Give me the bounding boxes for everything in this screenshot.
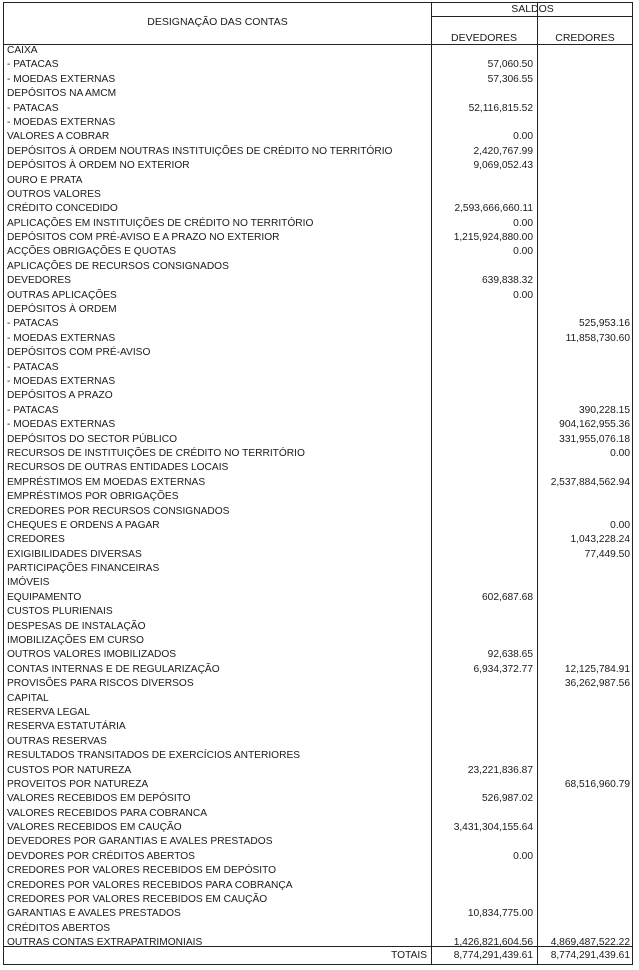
account-rows (4, 44, 632, 951)
credores-value: 1,043,228.24 (570, 534, 630, 546)
account-name: DEPÓSITOS COM PRÉ-AVISO (7, 347, 151, 359)
table-row (4, 893, 632, 907)
account-name: DEVEDORES POR GARANTIAS E AVALES PRESTADOS (7, 836, 273, 848)
table-row (4, 461, 632, 475)
table-row (4, 533, 632, 547)
table-row (4, 519, 632, 533)
devedores-value: 2,593,666,660.11 (454, 203, 533, 215)
table-row (4, 764, 632, 778)
table-row (4, 505, 632, 519)
saldos-divider (431, 16, 632, 17)
account-name: CRÉDITO CONCEDIDO (7, 203, 118, 215)
table-row (4, 317, 632, 331)
table-row (4, 591, 632, 605)
table-row (4, 634, 632, 648)
table-row (4, 58, 632, 72)
account-name: APLICAÇÕES EM INSTITUIÇÕES DE CRÉDITO NO TERRITÓRIO (7, 217, 314, 229)
table-row (4, 231, 632, 245)
table-row (4, 735, 632, 749)
credores-value: 390,228.15 (579, 404, 630, 416)
credores-value: 11,858,730.60 (565, 332, 630, 344)
table-row (4, 145, 632, 159)
credores-value: 77,449.50 (584, 548, 630, 560)
table-row (4, 130, 632, 144)
account-name: - PATACAS (7, 102, 59, 114)
account-name: - MOEDAS EXTERNAS (7, 116, 116, 128)
account-name: DEPÓSITOS NA AMCM (7, 88, 117, 100)
table-row (4, 260, 632, 274)
credores-value: 0.00 (610, 519, 630, 531)
account-name: DEVEDORES (7, 275, 71, 287)
table-row (4, 706, 632, 720)
table-row (4, 562, 632, 576)
account-name: - PATACAS (7, 361, 59, 373)
table-row (4, 490, 632, 504)
devedores-value: 2,420,767.99 (473, 145, 533, 157)
totals-row (4, 946, 632, 965)
devedores-value: 0.00 (513, 131, 533, 143)
account-name: DEPÓSITOS COM PRÉ-AVISO E A PRAZO NO EXTERIOR (7, 232, 280, 244)
account-name: CREDORES POR RECURSOS CONSIGNADOS (7, 505, 230, 517)
account-name: DEPÓSITOS À ORDEM (7, 304, 117, 316)
table-row (4, 778, 632, 792)
account-name: CAPITAL (7, 692, 49, 704)
table-row (4, 605, 632, 619)
account-name: CREDORES POR VALORES RECEBIDOS EM DEPÓSITO (7, 865, 277, 877)
totals-credores: 8,774,291,439.61 (550, 950, 630, 961)
account-name: OUTRAS RESERVAS (7, 735, 107, 747)
table-row (4, 864, 632, 878)
account-name: - MOEDAS EXTERNAS (7, 419, 116, 431)
table-row (4, 663, 632, 677)
devedores-value: 0.00 (513, 217, 533, 229)
devedores-value: 23,221,836.87 (467, 764, 533, 776)
account-name: DEVDORES POR CRÉDITOS ABERTOS (7, 850, 195, 862)
account-name: GARANTIAS E AVALES PRESTADOS (7, 908, 181, 920)
credores-value: 36,262,987.56 (564, 678, 630, 690)
devedores-value: 10,834,775.00 (467, 908, 533, 920)
table-row (4, 447, 632, 461)
account-name: IMOBILIZAÇÕES EM CURSO (7, 635, 144, 647)
table-row (4, 188, 632, 202)
credores-value: 2,537,884,562.94 (550, 476, 630, 488)
account-name: CUSTOS PLURIENAIS (7, 606, 113, 618)
table-row (4, 245, 632, 259)
table-row (4, 692, 632, 706)
table-row (4, 850, 632, 864)
account-name: OUTROS VALORES IMOBILIZADOS (7, 649, 177, 661)
totals-devedores: 8,774,291,439.61 (453, 950, 533, 961)
table-row (4, 102, 632, 116)
account-name: RECURSOS DE OUTRAS ENTIDADES LOCAIS (7, 462, 229, 474)
table-row (4, 202, 632, 216)
account-name: DEPÓSITOS À ORDEM NOUTRAS INSTITUIÇÕES DE CRÉDITO NO TERRITÓRIO (7, 145, 393, 157)
table-row (4, 332, 632, 346)
table-row (4, 749, 632, 763)
account-name: EXIGIBILIDADES DIVERSAS (7, 548, 142, 560)
account-name: DEPÓSITOS A PRAZO (7, 390, 113, 402)
account-name: PARTICIPAÇÕES FINANCEIRAS (7, 563, 160, 575)
totals-label: TOTAIS (391, 950, 427, 961)
devedores-value: 639,838.32 (482, 275, 533, 287)
account-name: - PATACAS (7, 59, 59, 71)
devedores-value: 0.00 (513, 246, 533, 258)
devedores-value: 602,687.68 (482, 591, 533, 603)
table-row (4, 116, 632, 130)
account-name: OURO E PRATA (7, 174, 83, 186)
table-row (4, 73, 632, 87)
credores-value: 331,955,076.18 (559, 433, 630, 445)
table-row (4, 907, 632, 921)
table-row (4, 418, 632, 432)
designation-header: DESIGNAÇÃO DAS CONTAS (147, 16, 288, 28)
table-row (4, 274, 632, 288)
table-row (4, 361, 632, 375)
credores-value: 0.00 (610, 447, 630, 459)
table-row (4, 44, 632, 58)
table-row (4, 159, 632, 173)
devedores-value: 0.00 (513, 289, 533, 301)
table-row (4, 174, 632, 188)
account-name: RESERVA ESTATUTÁRIA (7, 721, 126, 733)
devedores-value: 57,306.55 (487, 73, 533, 85)
devedores-value: 6,934,372.77 (473, 663, 533, 675)
table-row (4, 548, 632, 562)
account-name: CONTAS INTERNAS E DE REGULARIZAÇÃO (7, 663, 220, 675)
table-row (4, 346, 632, 360)
account-name: DESPESAS DE INSTALAÇÃO (7, 620, 146, 632)
account-name: - PATACAS (7, 404, 59, 416)
table-row (4, 648, 632, 662)
account-name: VALORES RECEBIDOS PARA COBRANCA (7, 807, 208, 819)
account-name: VALORES RECEBIDOS EM CAUÇÃO (7, 822, 182, 834)
saldos-header: SALDOS (511, 3, 554, 15)
account-name: CREDORES (7, 534, 65, 546)
devedores-value: 9,069,052.43 (473, 160, 533, 172)
table-row (4, 476, 632, 490)
account-name: - MOEDAS EXTERNAS (7, 375, 116, 387)
table-row (4, 792, 632, 806)
account-name: CAIXA (7, 45, 38, 56)
devedores-value: 526,987.02 (482, 793, 533, 805)
credores-value: 12,125,784.91 (564, 663, 630, 675)
account-name: APLICAÇÕES DE RECURSOS CONSIGNADOS (7, 260, 229, 272)
account-name: VALORES RECEBIDOS EM DEPÓSITO (7, 793, 191, 805)
table-row (4, 922, 632, 936)
account-name: RESERVA LEGAL (7, 706, 90, 718)
table-row (4, 879, 632, 893)
account-name: EMPRÉSTIMOS POR OBRIGAÇÕES (7, 491, 179, 503)
account-name: DEPÓSITOS À ORDEM NO EXTERIOR (7, 160, 190, 172)
account-name: IMÓVEIS (7, 577, 50, 589)
credores-value: 904,162,955.36 (559, 419, 630, 431)
account-name: PROVEITOS POR NATUREZA (7, 778, 149, 790)
credores-value: 4,869,487,522.22 (550, 937, 630, 949)
account-name: PROVISÕES PARA RISCOS DIVERSOS (7, 678, 194, 690)
table-row (4, 677, 632, 691)
credores-value: 525,953.16 (579, 318, 630, 330)
account-name: DEPÓSITOS DO SECTOR PÚBLICO (7, 433, 178, 445)
account-name: EQUIPAMENTO (7, 591, 82, 603)
devedores-header: DEVEDORES (451, 32, 517, 44)
table-row (4, 217, 632, 231)
account-name: OUTRAS APLICAÇÕES (7, 289, 117, 301)
devedores-value: 3,431,304,155.64 (453, 822, 533, 834)
account-name: RESULTADOS TRANSITADOS DE EXERCÍCIOS ANTERIORES (7, 750, 301, 762)
table-row (4, 576, 632, 590)
devedores-value: 52,116,815.52 (468, 102, 533, 114)
devedores-value: 0.00 (513, 850, 533, 862)
table-row (4, 835, 632, 849)
credores-value: 68,516,960.79 (564, 778, 630, 790)
account-name: CUSTOS POR NATUREZA (7, 764, 132, 776)
devedores-value: 1,426,821,604.56 (453, 937, 533, 949)
devedores-value: 1,215,924,880.00 (453, 232, 533, 244)
table-row (4, 433, 632, 447)
table-row (4, 720, 632, 734)
account-name: CRÉDITOS ABERTOS (7, 922, 111, 934)
table-row (4, 289, 632, 303)
account-name: - PATACAS (7, 318, 59, 330)
table-row (4, 303, 632, 317)
credores-header: CREDORES (555, 32, 615, 44)
account-name: ACÇÕES OBRIGAÇÕES E QUOTAS (7, 246, 177, 258)
account-name: OUTROS VALORES (7, 188, 101, 200)
account-name: VALORES A COBRAR (7, 131, 110, 143)
balance-sheet-table (3, 2, 633, 965)
account-name: CREDORES POR VALORES RECEBIDOS PARA COBRANÇA (7, 879, 293, 891)
account-name: EMPRÉSTIMOS EM MOEDAS EXTERNAS (7, 476, 206, 488)
table-row (4, 404, 632, 418)
table-row (4, 389, 632, 403)
account-name: CHEQUES E ORDENS A PAGAR (7, 519, 160, 531)
account-name: - MOEDAS EXTERNAS (7, 73, 116, 85)
table-row (4, 375, 632, 389)
account-name: CREDORES POR VALORES RECEBIDOS EM CAUÇÃO (7, 894, 268, 906)
account-name: RECURSOS DE INSTITUIÇÕES DE CRÉDITO NO TERRITÓRIO (7, 447, 305, 459)
table-row (4, 821, 632, 835)
devedores-value: 92,638.65 (487, 649, 533, 661)
devedores-value: 57,060.50 (487, 59, 533, 71)
table-row (4, 807, 632, 821)
table-row (4, 620, 632, 634)
table-row (4, 87, 632, 101)
account-name: OUTRAS CONTAS EXTRAPATRIMONIAIS (7, 937, 203, 949)
account-name: - MOEDAS EXTERNAS (7, 332, 116, 344)
